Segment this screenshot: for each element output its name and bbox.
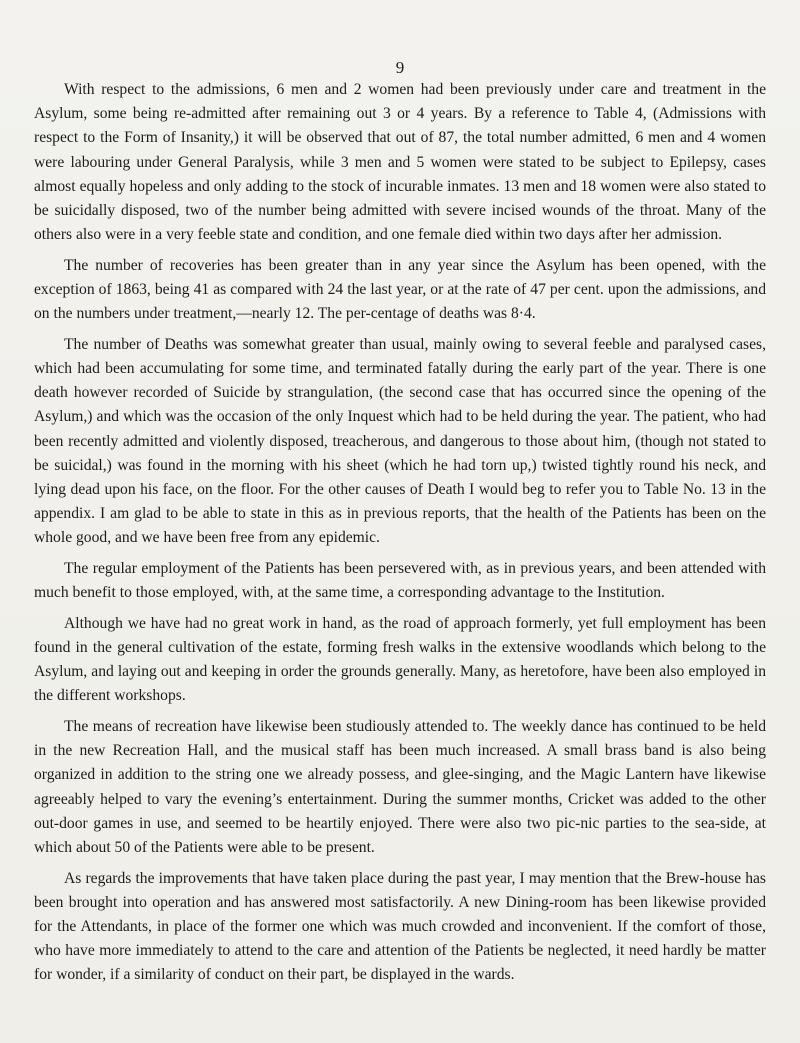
page-number: 9	[395, 58, 405, 77]
paragraph-work: Although we have had no great work in hand, as the road of approach formerly, yet full employment has been found in the general cultivation of the estate, forming fresh walks in the extensive woodlands which belong to the Asylum, and laying out and keeping in order the grounds generally. Many, as heretofore, have been also employed in the different workshops.	[34, 614, 766, 705]
paragraph-admissions: With respect to the admissions, 6 men and 2 women had been previously under care and treatment in the Asylum, some being re-admitted after remaining out 3 or 4 years. By a reference to Table 4, (Admissions with respect to the Form of Insanity,) it will be observed that out of 87, the total number admitted, 6 men and 4 women were labouring under General Paralysis, while 3 men and 5 women were stated to be subject to Epilepsy, cases almost equally hopeless and only adding to the stock of incurable inmates. 13 men and 18 women were also stated to be suicidally disposed, two of the number being admitted with severe incised wounds of the throat. Many of the others also were in a very feeble state and condition, and one female died within two days after her admission.	[34, 81, 766, 244]
paragraph-employment: The regular employment of the Patients has been persevered with, as in previous years, and been attended with much benefit to those employed, with, at the same time, a corresponding advantage to the Institution.	[34, 560, 766, 602]
paragraph-improvements: As regards the improvements that have taken place during the past year, I may mention that the Brew-house has been brought into operation and has answered most satisfactorily. A new Dining-room has been likewise provided for the Attendants, in place of the former one which was much crowded and inconvenient. If the comfort of those, who have more immediately to attend to the care and attention of the Patients be neglected, it need hardly be matter for wonder, if a similarity of conduct on their part, be displayed in the wards.	[34, 869, 766, 984]
paragraph-deaths: The number of Deaths was somewhat greater than usual, mainly owing to several feeble and paralysed cases, which had been accumulating for some time, and terminated fatally during the early part of the year. There is one death however recorded of Suicide by strangulation, (the second case that has occurred since the opening of the Asylum,) and which was the occasion of the only Inquest which had to be held during the year. The patient, who had been recently admitted and violently disposed, treacherous, and dangerous to those about him, (though not stated to be suicidal,) was found in the morning with his sheet (which he had torn up,) twisted tightly round his neck, and lying dead upon his face, on the floor. For the other causes of Death I would beg to refer you to Table No. 13 in the appendix. I am glad to be able to state in this as in previous reports, that the health of the Patients has been on the whole good, and we have been free from any epidemic.	[34, 335, 766, 547]
body-text	[34, 78, 766, 994]
paragraph-recoveries: The number of recoveries has been greater than in any year since the Asylum has been opened, with the exception of 1863, being 41 as compared with 24 the last year, or at the rate of 47 per cent. upon the admissions, and on the numbers under treatment,—nearly 12. The per-centage of deaths was 8·4.	[34, 256, 766, 323]
paragraph-recreation: The means of recreation have likewise been studiously attended to. The weekly dance has continued to be held in the new Recreation Hall, and the musical staff has been much increased. A small brass band is also being organized in addition to the string one we already possess, and glee-singing, and the Magic Lantern have likewise agreeably helped to vary the evening’s entertainment. During the summer months, Cricket was added to the other out-door games in use, and seemed to be heartily enjoyed. There were also two pic-nic parties to the sea-side, at which about 50 of the Patients were able to be present.	[34, 718, 766, 857]
